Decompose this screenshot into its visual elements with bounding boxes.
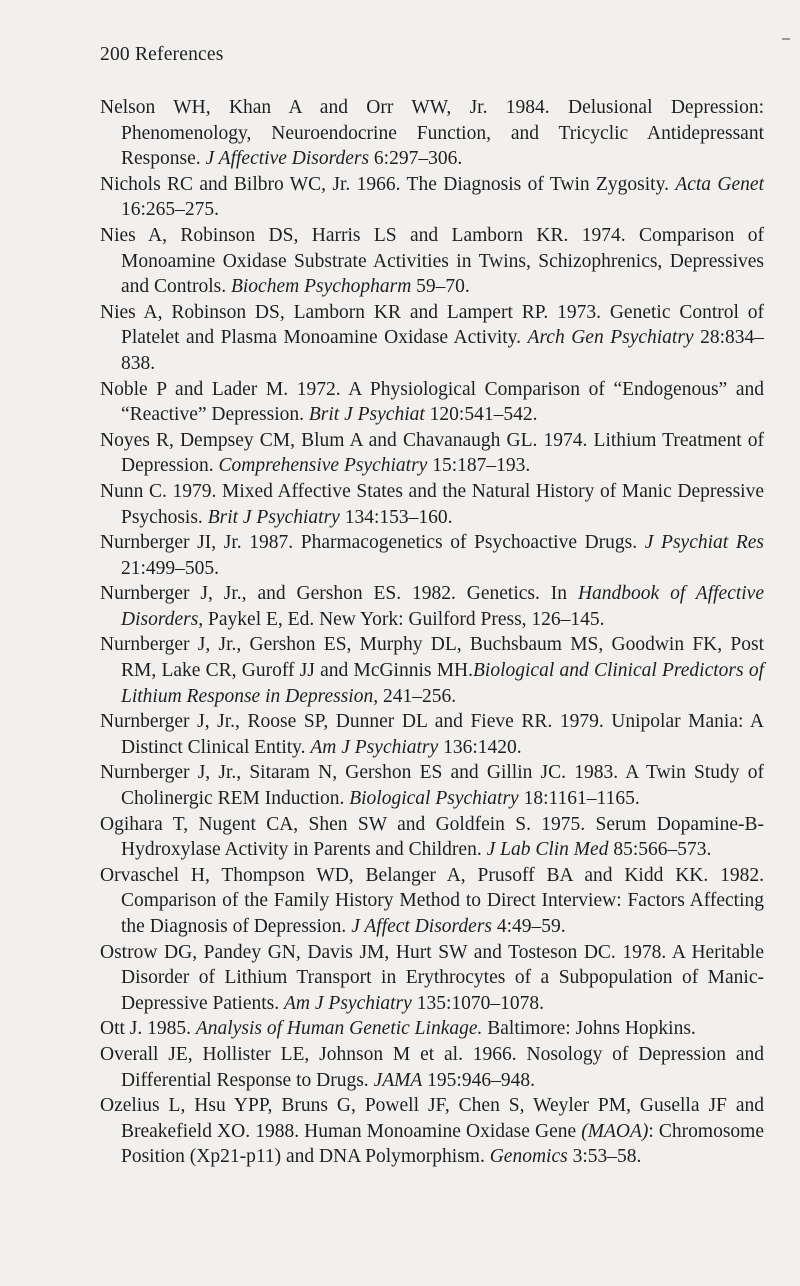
corner-mark (782, 38, 790, 40)
section-title: References (134, 44, 224, 65)
page-number: 200 (100, 44, 130, 65)
reference-entry: Overall JE, Hollister LE, Johnson M et al. 1966. Nosology of Depression and Differential Response to Drugs. JAMA 195:946–948. (100, 1043, 764, 1091)
reference-entry: Nurnberger J, Jr., Sitaram N, Gershon ES and Gillin JC. 1983. A Twin Study of Cholinergic REM Induction. Biological Psychiatry 18:1161–1165. (100, 762, 764, 810)
reference-entry: Nurnberger J, Jr., Roose SP, Dunner DL and Fieve RR. 1979. Unipolar Mania: A Distinct Clinical Entity. Am J Psychiatry 136:1420. (100, 711, 764, 758)
reference-entry: Noble P and Lader M. 1972. A Physiological Comparison of “Endogenous” and “Reactive” Depression. Brit J Psychiat 120:541–542. (100, 378, 764, 426)
reference-entry: Nelson WH, Khan A and Orr WW, Jr. 1984. Delusional Depression: Phenomenology, Neuroendocrine Function, and Tricyclic Antidepressant Response. J Affective Disorders 6:297–306. (100, 97, 764, 170)
reference-entry: Ott J. 1985. Analysis of Human Genetic Linkage. Baltimore: Johns Hopkins. (100, 1018, 696, 1040)
reference-entry: Nurnberger J, Jr., Gershon ES, Murphy DL, Buchsbaum MS, Goodwin FK, Post RM, Lake CR, Guroff JJ and McGinnis MH.Biological and Clinical Predictors of Lithium Response in Depression, 241–256. (100, 634, 764, 707)
reference-entry: Nichols RC and Bilbro WC, Jr. 1966. The Diagnosis of Twin Zygosity. Acta Genet 16:265–275. (100, 173, 764, 221)
reference-entry: Nunn C. 1979. Mixed Affective States and the Natural History of Manic Depressive Psychosis. Brit J Psychiatry 134:153–160. (100, 480, 764, 528)
running-header (100, 44, 224, 66)
reference-entry: Nies A, Robinson DS, Harris LS and Lamborn KR. 1974. Comparison of Monoamine Oxidase Substrate Activities in Twins, Schizophrenics, Depressives and Controls. Biochem Psychopharm 59–70. (100, 224, 764, 298)
reference-entry: Nies A, Robinson DS, Lamborn KR and Lampert RP. 1973. Genetic Control of Platelet and Plasma Monoamine Oxidase Activity. Arch Gen Psychiatry 28:834–838. (100, 301, 765, 374)
reference-entry: Orvaschel H, Thompson WD, Belanger A, Prusoff BA and Kidd KK. 1982. Comparison of the Family History Method to Direct Interview: Factors Affecting the Diagnosis of Depression. J Affect Disorders 4:49–59. (100, 864, 764, 937)
reference-entry: Ozelius L, Hsu YPP, Bruns G, Powell JF, Chen S, Weyler PM, Gusella JF and Breakefield XO. 1988. Human Monoamine Oxidase Gene (MAOA): Chromosome Position (Xp21-p11) and DNA Polymorphism. Genomics 3:53–58. (100, 1095, 765, 1168)
reference-entry: Ostrow DG, Pandey GN, Davis JM, Hurt SW and Tosteson DC. 1978. A Heritable Disorder of Lithium Transport in Erythrocytes of a Subpopulation of Manic-Depressive Patients. Am J Psychiatry 135:1070–1078. (100, 941, 764, 1014)
reference-list (100, 95, 764, 1170)
reference-entry: Ogihara T, Nugent CA, Shen SW and Goldfein S. 1975. Serum Dopamine-B-Hydroxylase Activity in Parents and Children. J Lab Clin Med 85:566–573. (100, 813, 764, 861)
reference-entry: Noyes R, Dempsey CM, Blum A and Chavanaugh GL. 1974. Lithium Treatment of Depression. Comprehensive Psychiatry 15:187–193. (100, 429, 764, 477)
reference-entry: Nurnberger JI, Jr. 1987. Pharmacogenetics of Psychoactive Drugs. J Psychiat Res 21:499–505. (100, 532, 764, 579)
reference-entry: Nurnberger J, Jr., and Gershon ES. 1982. Genetics. In Handbook of Affective Disorders, Paykel E, Ed. New York: Guilford Press, 126–145. (100, 583, 764, 630)
